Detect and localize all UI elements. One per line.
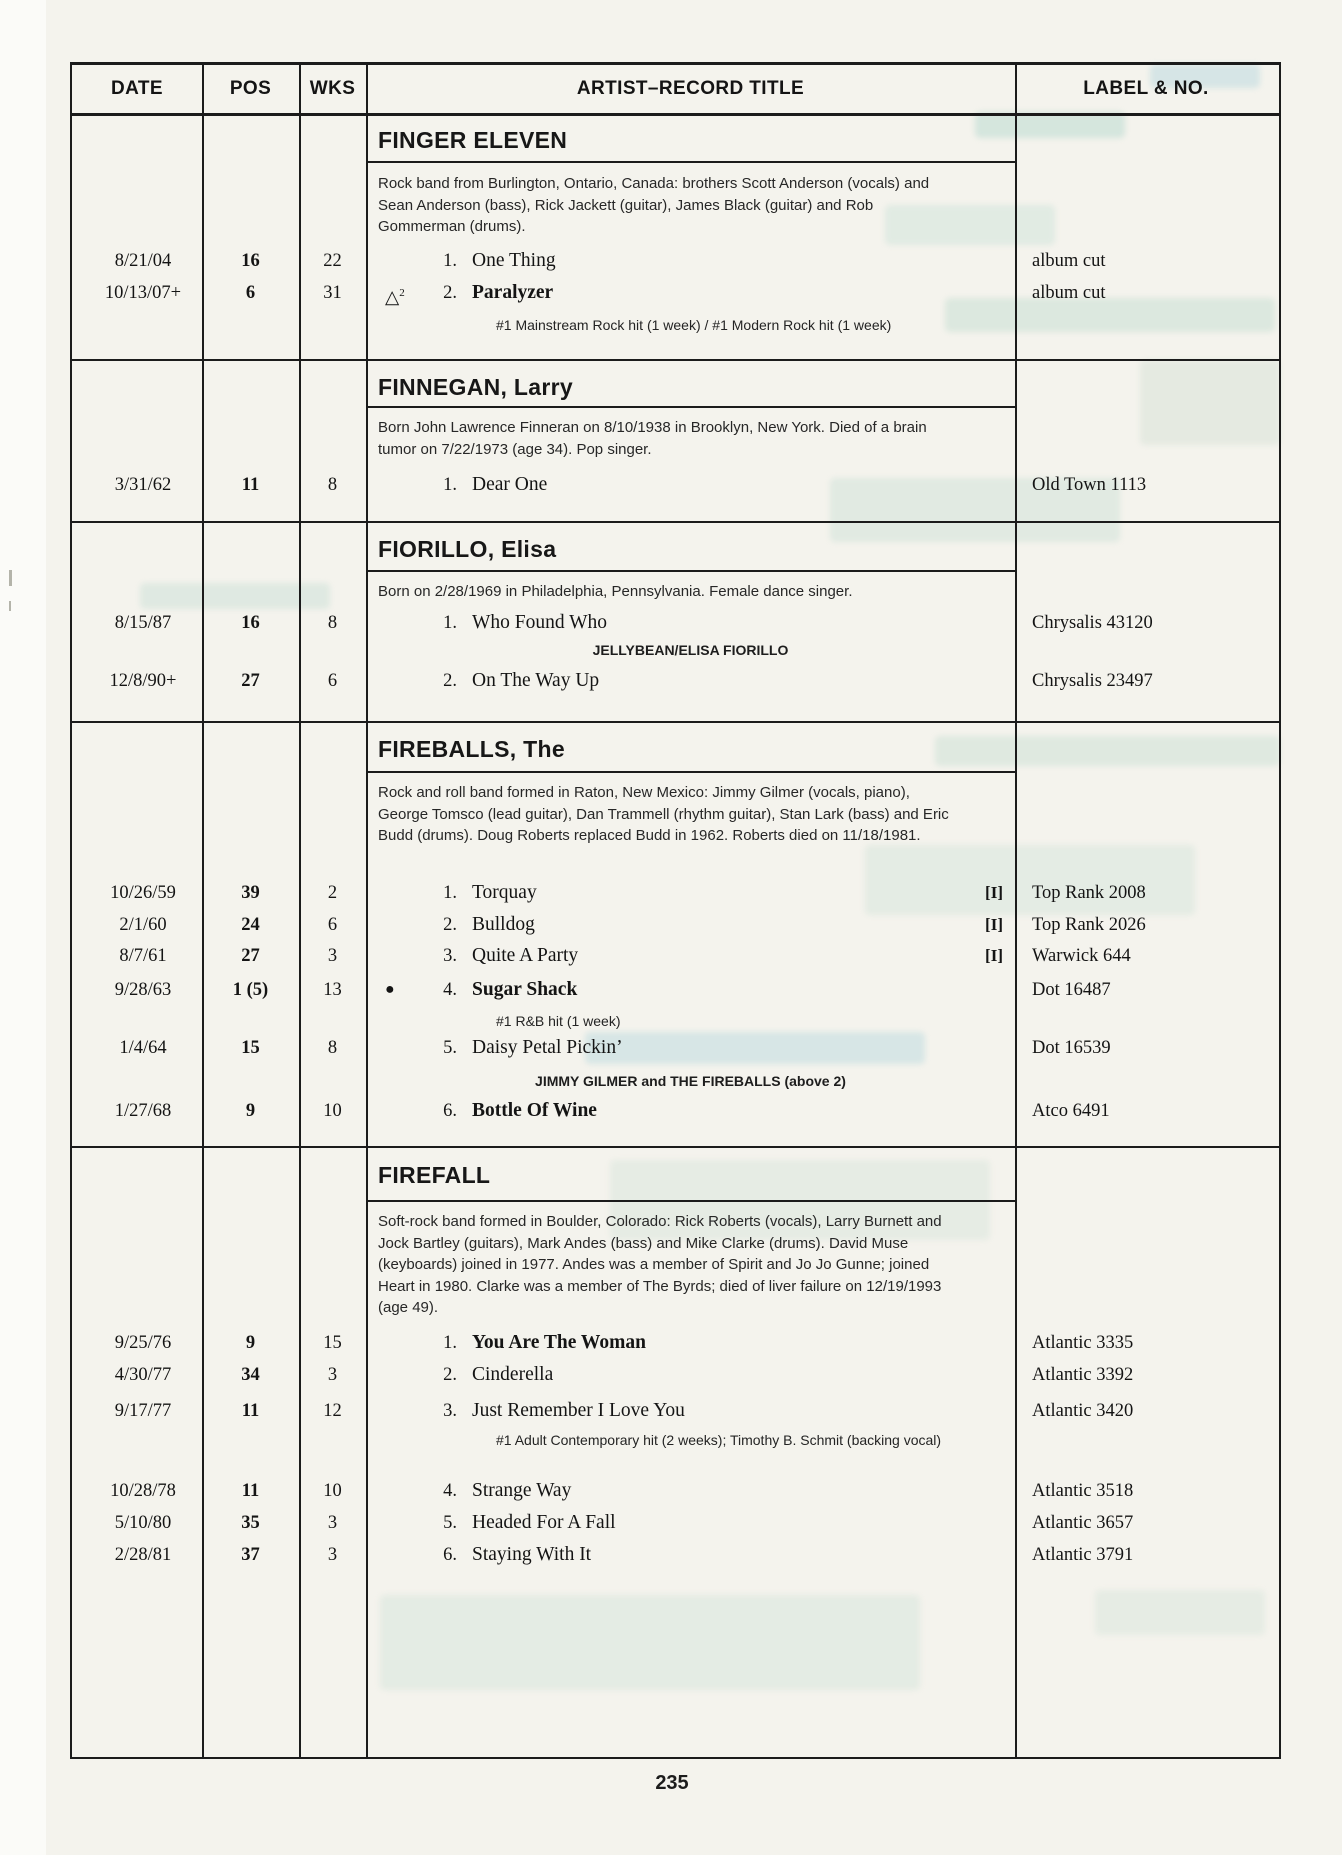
entry-title: Just Remember I Love You	[472, 1400, 685, 1421]
artist-name: FIORILLO, Elisa	[378, 536, 557, 562]
entry-peak-position: 16	[241, 613, 260, 633]
chart-entry-row	[72, 668, 1277, 694]
entry-label: album cut	[1032, 283, 1106, 303]
artist-underline	[366, 771, 1015, 773]
entry-note: #1 Mainstream Rock hit (1 week) / #1 Modern Rock hit (1 week)	[496, 317, 892, 333]
artist-bio: Born on 2/28/1969 in Philadelphia, Pennsylvania. Female dance singer.	[378, 583, 853, 600]
column-header-pos: POS	[229, 78, 272, 99]
chart-entry-row	[72, 1510, 1277, 1536]
entry-peak-position: 6	[245, 283, 256, 303]
section-divider-line	[72, 521, 1279, 523]
chart-entry-row	[72, 1362, 1277, 1388]
entry-weeks: 6	[327, 671, 338, 691]
entry-number: 5.	[443, 1513, 457, 1533]
section-divider-line	[72, 359, 1279, 361]
entry-peak-position: 11	[241, 475, 260, 495]
entry-label: Old Town 1113	[1032, 475, 1147, 495]
entry-date: 4/30/77	[114, 1365, 172, 1385]
chart-entry-row	[72, 1035, 1277, 1061]
entry-title: Headed For A Fall	[472, 1512, 616, 1533]
entry-weeks: 22	[323, 251, 342, 271]
column-header-label-no: LABEL & NO.	[1083, 78, 1209, 99]
paper-edge-mark	[9, 570, 12, 586]
entry-peak-position: 27	[241, 946, 260, 966]
paper-edge	[0, 0, 46, 1855]
entry-number: 6.	[443, 1545, 457, 1565]
entry-title: Quite A Party	[472, 945, 579, 966]
entry-date: 3/31/62	[114, 475, 172, 495]
records-table	[70, 62, 1281, 1759]
artist-underline	[366, 161, 1015, 163]
entry-date: 2/1/60	[119, 915, 167, 935]
column-header-date: DATE	[111, 78, 163, 99]
artist-name: FIREBALLS, The	[378, 736, 565, 762]
entry-date: 9/17/77	[114, 1401, 172, 1421]
chart-entry-row	[72, 1478, 1277, 1504]
entry-peak-position: 11	[241, 1481, 260, 1501]
entry-weeks: 2	[327, 883, 338, 903]
entry-date: 9/25/76	[114, 1333, 172, 1353]
page-number: 235	[655, 1772, 689, 1794]
entry-peak-position: 35	[241, 1513, 260, 1533]
gold-record-icon: ●	[385, 981, 395, 998]
entry-peak-position: 37	[241, 1545, 260, 1565]
artist-credit: JELLYBEAN/ELISA FIORILLO	[592, 642, 789, 658]
entry-date: 1/27/68	[114, 1101, 172, 1121]
section-divider-line	[72, 1146, 1279, 1148]
entry-date: 5/10/80	[114, 1513, 172, 1533]
entry-number: 1.	[443, 1333, 457, 1353]
entry-title: Who Found Who	[472, 612, 608, 633]
artist-name: FIREFALL	[378, 1162, 491, 1188]
artist-credit: JIMMY GILMER and THE FIREBALLS (above 2)	[535, 1073, 846, 1089]
chart-entry-row	[72, 912, 1277, 938]
entry-weeks: 8	[327, 1038, 338, 1058]
section-divider-line	[72, 721, 1279, 723]
entry-weeks: 3	[327, 1365, 338, 1385]
entry-number: 5.	[443, 1038, 457, 1058]
entry-number: 2.	[443, 1365, 457, 1385]
entry-label: album cut	[1032, 251, 1106, 271]
entry-title: On The Way Up	[472, 670, 600, 691]
header-divider-line	[72, 113, 1279, 116]
entry-peak-position: 16	[241, 251, 260, 271]
entry-peak-position: 39	[241, 883, 260, 903]
entry-weeks: 10	[323, 1481, 342, 1501]
entry-title: Daisy Petal Pickin’	[472, 1037, 623, 1058]
entry-weeks: 31	[323, 283, 342, 303]
entry-label: Dot 16487	[1032, 980, 1111, 1000]
entry-date: 10/26/59	[110, 883, 176, 903]
entry-peak-position: 24	[241, 915, 260, 935]
entry-weeks: 3	[327, 946, 338, 966]
entry-date: 1/4/64	[119, 1038, 167, 1058]
entry-title: One Thing	[472, 250, 556, 271]
entry-weeks: 8	[327, 475, 338, 495]
entry-title: Bulldog	[472, 914, 535, 935]
entry-weeks: 10	[323, 1101, 342, 1121]
chart-entry-row	[72, 1330, 1277, 1356]
entry-title: Dear One	[472, 474, 548, 495]
entry-label: Atlantic 3791	[1032, 1545, 1134, 1565]
artist-underline	[366, 570, 1015, 572]
entry-weeks: 3	[327, 1545, 338, 1565]
entry-peak-position: 11	[241, 1401, 260, 1421]
entry-number: 6.	[443, 1101, 457, 1121]
artist-bio: Soft-rock band formed in Boulder, Colorado: Rick Roberts (vocals), Larry Burnett and Jock Bartley (guitars), Mark Andes (bass) and Mike Clarke (drums). David Muse (keyboards) joined in 1977. Andes was a member of Spirit and Jo Jo Gunne; joined Heart in 1980. Clarke was a member of The Byrds; died of liver failure on 12/19/1993 (age 49).	[378, 1213, 942, 1317]
entry-title: Bottle Of Wine	[472, 1100, 597, 1121]
entry-peak-position: 1 (5)	[232, 980, 269, 1000]
artist-name: FINNEGAN, Larry	[378, 374, 573, 400]
entry-number: 4.	[443, 980, 457, 1000]
artist-name: FINGER ELEVEN	[378, 127, 568, 153]
entry-label: Top Rank 2026	[1032, 915, 1146, 935]
entry-date: 8/21/04	[114, 251, 172, 271]
entry-number: 2.	[443, 283, 457, 303]
entry-label: Dot 16539	[1032, 1038, 1111, 1058]
entry-label: Atlantic 3392	[1032, 1365, 1134, 1385]
chart-entry-row	[72, 1098, 1277, 1124]
entry-number: 1.	[443, 475, 457, 495]
entry-title: Sugar Shack	[472, 979, 578, 1000]
chart-entry-row	[72, 248, 1277, 274]
entry-weeks: 3	[327, 1513, 338, 1533]
artist-underline	[366, 406, 1015, 408]
entry-title: Cinderella	[472, 1364, 554, 1385]
entry-label: Atlantic 3518	[1032, 1481, 1134, 1501]
entry-number: 2.	[443, 671, 457, 691]
entry-date: 2/28/81	[114, 1545, 172, 1565]
instrumental-marker: [I]	[985, 883, 1003, 902]
chart-entry-row	[72, 280, 1277, 309]
entry-weeks: 6	[327, 915, 338, 935]
entry-peak-position: 9	[245, 1333, 256, 1353]
artist-bio: Rock and roll band formed in Raton, New Mexico: Jimmy Gilmer (vocals, piano), George Tomsco (lead guitar), Dan Trammell (rhythm guitar), Stan Lark (bass) and Eric Budd (drums). Doug Roberts replaced Budd in 1962. Roberts died on 11/18/1981.	[378, 784, 949, 845]
chart-entry-row	[72, 943, 1277, 969]
entry-note: #1 Adult Contemporary hit (2 weeks); Timothy B. Schmit (backing vocal)	[496, 1432, 942, 1448]
entry-label: Chrysalis 43120	[1032, 613, 1153, 633]
artist-underline	[366, 1200, 1015, 1202]
column-header-wks: WKS	[309, 78, 356, 99]
chart-entry-row	[72, 880, 1277, 906]
entry-peak-position: 9	[245, 1101, 256, 1121]
entry-label: Atlantic 3335	[1032, 1333, 1134, 1353]
instrumental-marker: [I]	[985, 915, 1003, 934]
column-header-artist-record-title: ARTIST–RECORD TITLE	[576, 78, 805, 99]
entry-number: 2.	[443, 915, 457, 935]
paper-edge-mark	[9, 601, 11, 611]
entry-label: Atco 6491	[1032, 1101, 1110, 1121]
entry-peak-position: 15	[241, 1038, 260, 1058]
entry-title: Strange Way	[472, 1480, 572, 1501]
artist-bio: Born John Lawrence Finneran on 8/10/1938 in Brooklyn, New York. Died of a brain tumor on 7/22/1973 (age 34). Pop singer.	[378, 419, 927, 458]
entry-number: 1.	[443, 613, 457, 633]
entry-date: 9/28/63	[114, 980, 172, 1000]
entry-label: Atlantic 3657	[1032, 1513, 1134, 1533]
entry-title: You Are The Woman	[472, 1332, 646, 1353]
entry-label: Top Rank 2008	[1032, 883, 1146, 903]
entry-date: 8/15/87	[114, 613, 172, 633]
entry-date: 10/13/07+	[104, 283, 182, 303]
entry-weeks: 12	[323, 1401, 342, 1421]
entry-number: 1.	[443, 251, 457, 271]
platinum-2x-icon: △$^2$	[385, 287, 405, 309]
entry-title: Paralyzer	[472, 282, 554, 303]
entry-label: Atlantic 3420	[1032, 1401, 1134, 1421]
entry-number: 3.	[443, 946, 457, 966]
entry-date: 8/7/61	[119, 946, 167, 966]
entry-weeks: 15	[323, 1333, 342, 1353]
entry-label: Chrysalis 23497	[1032, 671, 1153, 691]
entry-title: Staying With It	[472, 1544, 592, 1565]
entry-peak-position: 27	[241, 671, 260, 691]
entry-note: #1 R&B hit (1 week)	[496, 1013, 621, 1029]
artist-bio: Rock band from Burlington, Ontario, Canada: brothers Scott Anderson (vocals) and Sean Anderson (bass), Rick Jackett (guitar), James Black (guitar) and Rob Gommerman (drums).	[378, 175, 930, 236]
entry-title: Torquay	[472, 882, 537, 903]
chart-entry-row	[72, 610, 1277, 636]
entry-label: Warwick 644	[1032, 946, 1131, 966]
entry-peak-position: 34	[241, 1365, 260, 1385]
entry-weeks: 13	[323, 980, 342, 1000]
entry-date: 10/28/78	[110, 1481, 176, 1501]
entry-weeks: 8	[327, 613, 338, 633]
entry-number: 3.	[443, 1401, 457, 1421]
chart-entry-row	[72, 1542, 1277, 1568]
chart-entry-row	[72, 977, 1277, 1003]
chart-entry-row	[72, 472, 1277, 498]
instrumental-marker: [I]	[985, 946, 1003, 965]
chart-entry-row	[72, 1398, 1277, 1424]
entry-number: 4.	[443, 1481, 457, 1501]
entry-number: 1.	[443, 883, 457, 903]
entry-date: 12/8/90+	[109, 671, 177, 691]
